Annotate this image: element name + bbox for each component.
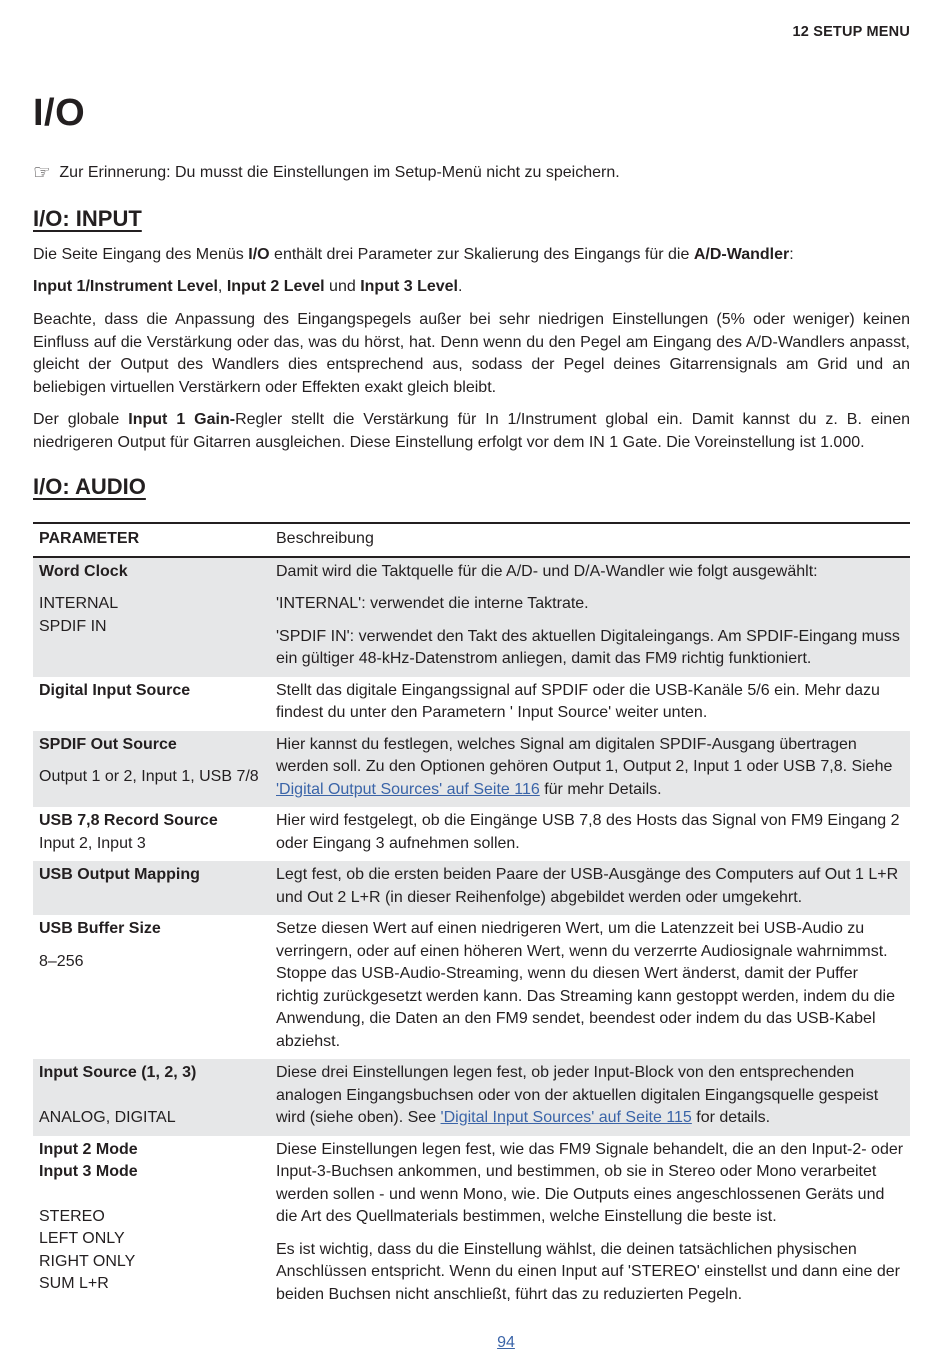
reminder-text: Zur Erinnerung: Du musst die Einstellungen im Setup-Menü nicht zu speichern. (59, 164, 620, 181)
parameter-table (33, 522, 910, 1312)
column-header-parameter: PARAMETER (33, 523, 270, 557)
param-description: Diese Einstellungen legen fest, wie das FM9 Signale behandelt, die an den Input-2- oder Input-3-Buchsen ankommen, und bestimmen, ob sie in Stereo oder Mono verarbeitet werden sollen - und wenn Mono, wie. Die Outputs eines angeschlossenen Geräts und die Art des Quellmaterials bestimmen, welche Einstellung die beste ist. (276, 1140, 904, 1225)
param-name: SPDIF Out Source (39, 735, 177, 753)
section-heading-input: I/O: INPUT (33, 206, 142, 231)
pointing-hand-icon: ☞ (33, 162, 51, 184)
section-heading-audio: I/O: AUDIO (33, 474, 146, 499)
param-option: LEFT ONLY (39, 1230, 125, 1247)
param-option: Input 2, Input 3 (39, 834, 146, 852)
input-paragraph-2: Input 1/Instrument Level, Input 2 Level und Input 3 Level. (33, 278, 463, 295)
param-name: USB Buffer Size (39, 920, 161, 937)
param-option: INTERNAL (39, 595, 119, 612)
param-name: USB 7,8 Record Source (39, 812, 218, 829)
param-description: Stellt das digitale Eingangssignal auf SPDIF oder die USB-Kanäle 5/6 ein. Mehr dazu findest du unter den Parametern ' Input Source' weiter unten. (276, 681, 880, 721)
reminder-note (33, 160, 620, 185)
param-description: Hier wird festgelegt, ob die Eingänge USB 7,8 des Hosts das Signal von FM9 Eingang 2 oder Eingang 3 aufnehmen sollen. (276, 812, 900, 852)
param-option: STEREO (39, 1207, 105, 1225)
param-description: Es ist wichtig, dass du die Einstellung wählst, die deinen tatsächlichen physischen Anschlüssen entspricht. Wenn du einen Input auf 'STEREO' einstellst und dann eine der beiden Buchsen nicht anschließt, führt das zu reduzierten Pegeln. (276, 1240, 900, 1303)
xref-link-digital-input-sources[interactable]: 'Digital Input Sources' auf Seite 115 (440, 1109, 692, 1126)
page-number[interactable]: 94 (497, 1334, 515, 1351)
param-description: Setze diesen Wert auf einen niedrigeren Wert, um die Latenzzeit bei USB-Audio zu verringern, oder auf einen höheren Wert, wenn du verzerrte Audiosignale wahrnimmst. Stoppe das USB-Audio-Streaming, wenn du diesen Wert änderst, damit der Puffer richtig zurückgesetzt werden kann. Das Streaming kann gestoppt werden, indem du die Anwendung, die Daten an den FM9 sendet, beendest oder indem du das USB-Kabel abziehst. (276, 920, 896, 1050)
param-name: Input 3 Mode (39, 1163, 138, 1180)
param-option: Output 1 or 2, Input 1, USB 7/8 (39, 768, 259, 785)
table-row-usb-buffer-size (33, 915, 910, 1059)
param-description: Legt fest, ob die ersten beiden Paare der USB-Ausgänge des Computers auf Out 1 L+R und Out 2 L+R (in dieser Reihenfolge) abgebildet werden oder umgekehrt. (270, 861, 910, 915)
page-title: I/O (33, 92, 86, 134)
table-row-word-clock (33, 557, 910, 677)
param-description: 'SPDIF IN': verwendet den Takt des aktuellen Digitaleingangs. Am SPDIF-Eingang muss ein gültiger 48-kHz-Datenstrom anliegen, damit das FM9 richtig funktioniert. (276, 627, 900, 667)
table-row-usb-record-source (33, 807, 910, 861)
param-option: SUM L+R (39, 1275, 109, 1292)
param-name: Word Clock (39, 562, 128, 580)
input-paragraph-1: Die Seite Eingang des Menüs I/O enthält drei Parameter zur Skalierung des Eingangs für die A/D-Wandler: (33, 246, 794, 263)
param-name: Digital Input Source (39, 681, 191, 699)
param-description: Diese drei Einstellungen legen fest, ob jeder Input-Block von den entsprechenden analogen Eingangsbuchsen oder von der aktuellen digitalen Eingangsquelle gespeist wird (siehe oben). See 'Digital Input Sources' auf Seite 115 for details. (270, 1059, 910, 1136)
param-name: USB Output Mapping (39, 866, 200, 883)
table-header-row (33, 523, 910, 557)
running-head: 12 SETUP MENU (792, 24, 910, 40)
param-option: SPDIF IN (39, 617, 107, 635)
param-name: Input 2 Mode (39, 1140, 138, 1158)
table-row-input-mode (33, 1136, 910, 1313)
param-option: ANALOG, DIGITAL (39, 1108, 176, 1126)
input-paragraph-3: Beachte, dass die Anpassung des Eingangspegels außer bei sehr niedrigen Einstellungen (5% oder weniger) keinen Einfluss auf die Verstärkung oder das, was du hörst, hat. Denn wenn du den Pegel am Eingang des A/D-Wandlers anpasst, gleicht der Output des Wandlers dies entsprechend aus, sodass der Pegel deines Gitarrensignals am Grid und an beliebigen virtuellen Verstärkern oder Effekten exakt gleich bleibt. (33, 311, 910, 396)
table-row-usb-output-mapping (33, 861, 910, 915)
input-paragraph-4: Der globale Input 1 Gain-Regler stellt die Verstärkung für In 1/Instrument global ein. Damit kannst du z. B. einen niedrigeren Output für Gitarren ausgleichen. Diese Einstellung erfolgt vor dem IN 1 Gate. Die Voreinstellung ist 1.000. (33, 411, 910, 451)
table-row-input-source (33, 1059, 910, 1136)
table-row-digital-input-source (33, 677, 910, 731)
param-description: 'INTERNAL': verwendet die interne Taktrate. (276, 595, 589, 612)
param-name: Input Source (1, 2, 3) (39, 1064, 197, 1081)
param-option: 8–256 (39, 952, 84, 970)
table-row-spdif-out-source (33, 731, 910, 808)
column-header-description: Beschreibung (270, 523, 910, 557)
param-description: Damit wird die Taktquelle für die A/D- und D/A-Wandler wie folgt ausgewählt: (276, 562, 818, 580)
param-description: Hier kannst du festlegen, welches Signal am digitalen SPDIF-Ausgang übertragen werden soll. Zu den Optionen gehören Output 1, Output 2, Input 1 oder USB 7,8. Siehe 'Digital Output Sources' auf Seite 116 für mehr Details. (270, 731, 910, 808)
param-option: RIGHT ONLY (39, 1252, 136, 1270)
xref-link-digital-output-sources[interactable]: 'Digital Output Sources' auf Seite 116 (276, 780, 540, 798)
